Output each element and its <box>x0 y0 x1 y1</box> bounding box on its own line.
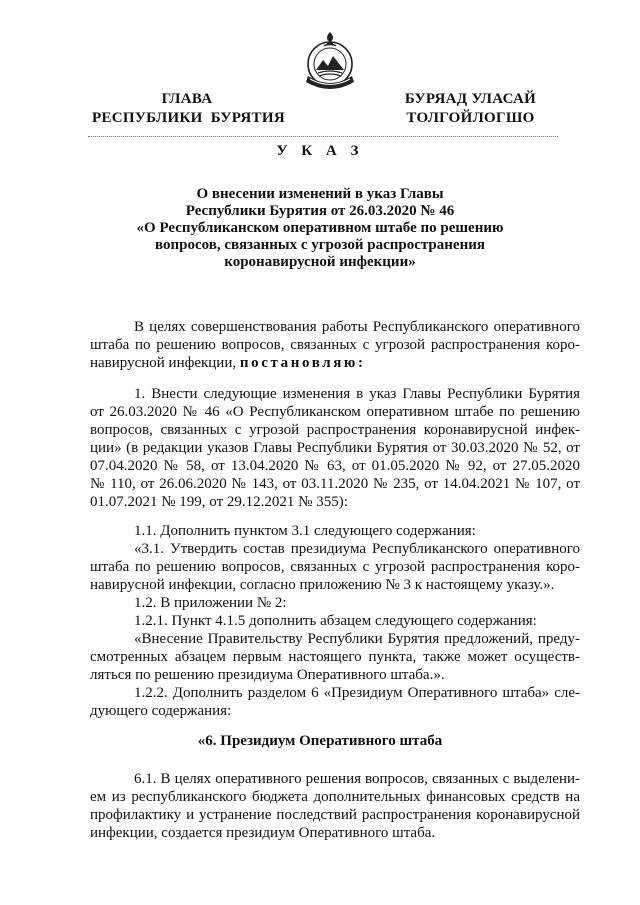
text-line: 07.04.2020 № 58, от 13.04.2020 № 63, от 01.05.2020 № 92, от 27.05.2020 <box>90 458 580 474</box>
text-line: 6.1. В целях оперативного решения вопросов, связанных с выделени- <box>134 771 580 787</box>
text-line: ем из республиканского бюджета дополнительных финансовых средств на <box>90 789 580 805</box>
text-line: ции» (в редакции указов Главы Республики Бурятия от 30.03.2020 № 52, от <box>90 440 580 456</box>
document-title <box>100 186 540 271</box>
title-line: О внесении изменений в указ Главы <box>196 186 444 202</box>
section-heading: «6. Президиум Оперативного штаба <box>197 733 443 749</box>
preamble-paragraph <box>90 318 580 372</box>
text-line: ляться по решению президиума Оперативного штаба.». <box>90 667 445 683</box>
text-line: навирусной инфекции, согласно приложению № 3 к настоящему указу.». <box>90 577 555 593</box>
text-line: вопросов, связанных с угрозой распространения коронавирусной инфек- <box>90 422 580 438</box>
text-line: 1. Внести следующие изменения в указ Главы Республики Бурятия <box>134 386 580 402</box>
text-line: профилактику и устранение последствий распространения коронавирусной <box>90 807 580 823</box>
document-type: У К А З <box>276 143 364 159</box>
text-line <box>90 354 580 372</box>
text-line: В целях совершенствования работы Республиканского оперативного <box>134 319 580 335</box>
resolution-word: постановляю: <box>239 355 366 371</box>
text-line: 1.2. В приложении № 2: <box>134 595 287 611</box>
issuer-line: ТОЛГОЙЛОГШО <box>406 110 535 126</box>
title-line: вопросов, связанных с угрозой распространения <box>155 237 485 253</box>
buryatia-coat-of-arms-icon <box>300 26 360 96</box>
preamble-text: навирусной инфекции, <box>90 355 237 371</box>
text-line: «3.1. Утвердить состав президиума Республиканского оперативного <box>134 541 580 557</box>
text-line: 01.07.2021 № 199, от 29.12.2021 № 355): <box>90 494 348 510</box>
text-line: «Внесение Правительству Республики Бурятия предложений, преду- <box>134 631 580 647</box>
title-line: коронавирусной инфекции» <box>224 254 416 270</box>
text-line: дующего содержания: <box>90 703 232 719</box>
issuer-line: БУРЯАД УЛАСАЙ <box>404 91 537 107</box>
paragraph-6-1 <box>90 770 580 842</box>
title-line: Республики Бурятия от 26.03.2020 № 46 <box>185 203 455 219</box>
issuer-line: ГЛАВА <box>161 91 213 107</box>
text-line: штаба по решению вопросов, связанных с угрозой распространения коро- <box>90 337 580 353</box>
text-line: штаба по решению вопросов, связанных с угрозой распространения коро- <box>90 559 580 575</box>
text-line: 1.2.1. Пункт 4.1.5 дополнить абзацем следующего содержания: <box>134 613 537 629</box>
text-line: смотренных абзацем первым настоящего пункта, также может осуществ- <box>90 649 580 665</box>
issuer-name-buryat <box>388 90 553 128</box>
issuer-name-russian <box>92 90 285 128</box>
text-line: от 26.03.2020 № 46 «О Республиканском оперативном штабе по решению <box>90 404 580 420</box>
header-divider <box>88 136 558 137</box>
text-line: инфекции, создается президиум Оперативного штаба. <box>90 825 436 841</box>
text-line: № 110, от 26.06.2020 № 143, от 03.11.2020 № 235, от 14.04.2021 № 107, от <box>90 476 580 492</box>
paragraph-amendments <box>90 522 580 720</box>
text-line: 1.2.2. Дополнить разделом 6 «Президиум Оперативного штаба» сле- <box>134 685 580 701</box>
title-line: «О Республиканском оперативном штабе по решению <box>136 220 504 236</box>
text-line: 1.1. Дополнить пунктом 3.1 следующего содержания: <box>134 523 476 539</box>
paragraph-1 <box>90 385 580 511</box>
issuer-line: РЕСПУБЛИКИ БУРЯТИЯ <box>92 110 285 126</box>
